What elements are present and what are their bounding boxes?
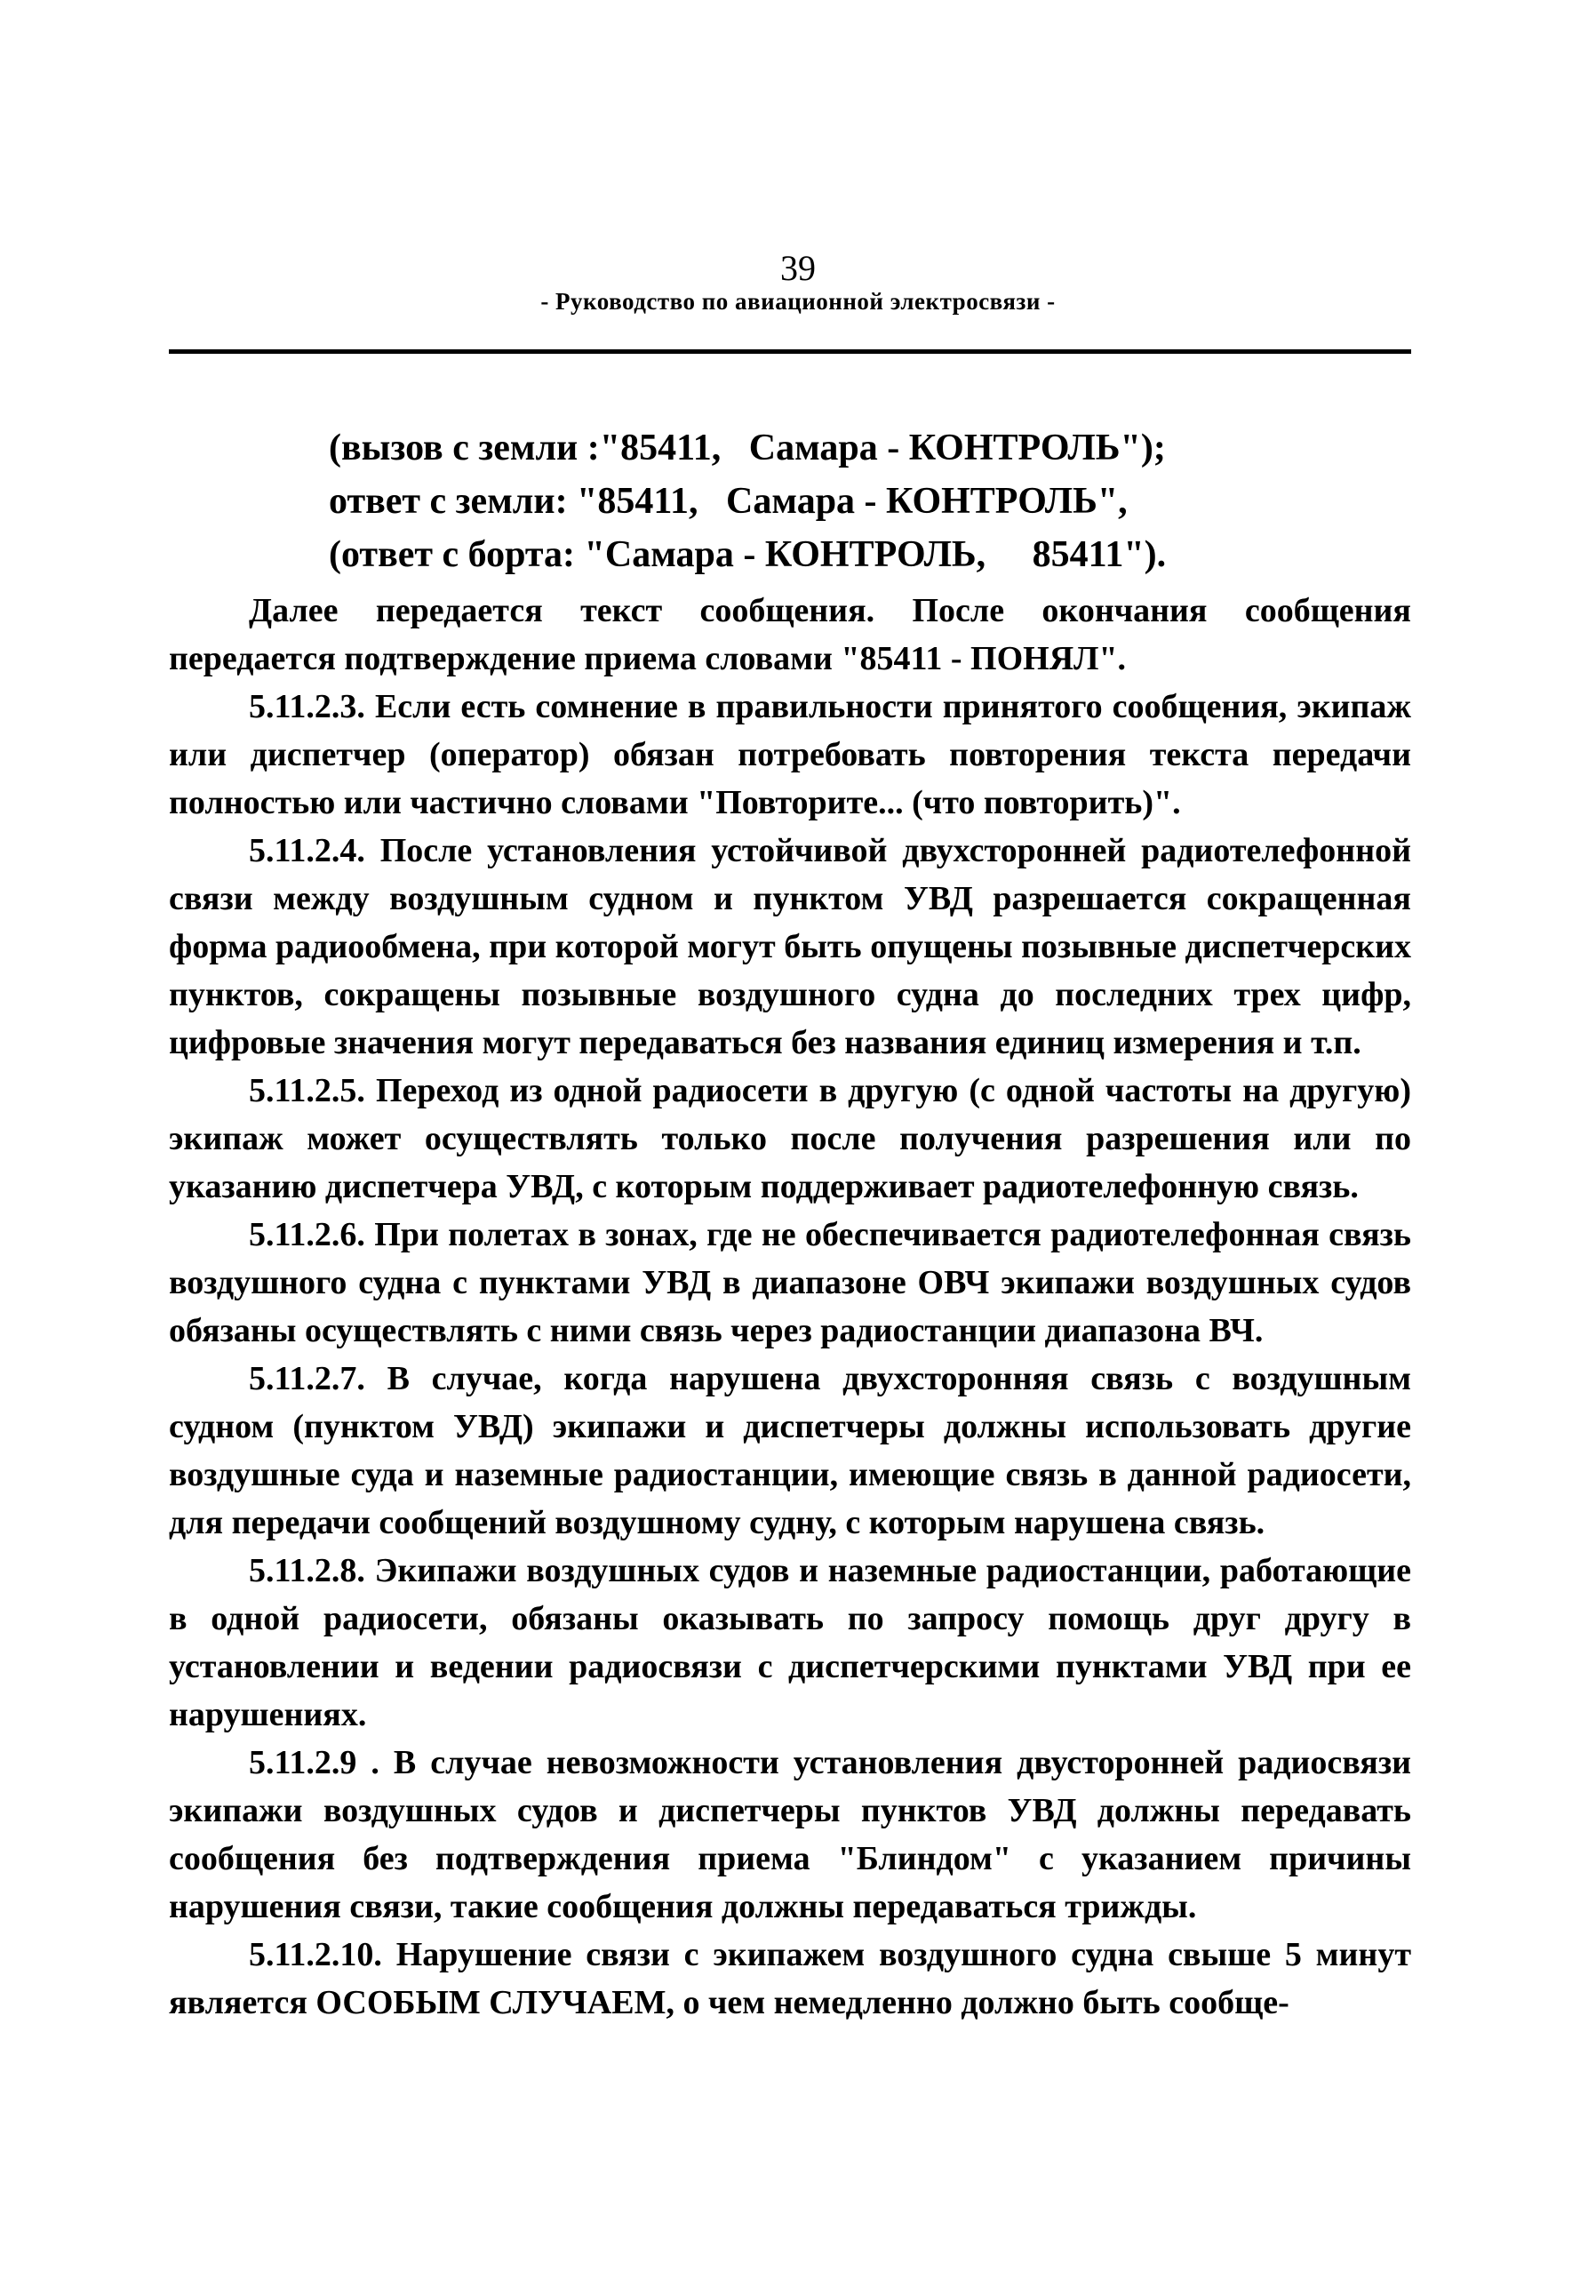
paragraph: Далее передается текст сообщения. После окончания сообщения передается подтверждение приема словами "85411 - ПОНЯЛ". (169, 592, 1411, 677)
paragraph-5-11-2-9: 5.11.2.9 . В случае невозможности установления двусторонней радиосвязи экипажи воздушных судов и диспетчеры пунктов УВД должны передавать сообщения без подтверждения приема "Блиндом" с указанием причины нарушения связи, такие сообщения должны передаваться трижды. (169, 1744, 1411, 1925)
call-line-ground-call: (вызов с земли :"85411, Самара - КОНТРОЛЬ"); (329, 428, 1166, 468)
running-header: - Руководство по авиационной электросвязи - (540, 288, 1056, 315)
paragraph-5-11-2-7: 5.11.2.7. В случае, когда нарушена двухсторонняя связь с воздушным судном (пунктом УВД) экипажи и диспетчеры должны использовать другие воздушные суда и наземные радиостанции, имеющие связь в данной радиосети, для передачи сообщений воздушному судну, с которым нарушена связь. (169, 1360, 1411, 1541)
call-line-board-answer: (ответ с борта: "Самара - КОНТРОЛЬ, 85411"). (329, 534, 1167, 575)
paragraph-5-11-2-4: 5.11.2.4. После установления устойчивой двухсторонней радиотелефонной связи между воздушным судном и пунктом УВД разрешается сокращенная форма радиообмена, при которой могут быть опущены позывные диспетчерских пунктов, сокращены позывные воздушного судна до последних трех цифр, цифровые значения могут передаваться без названия единиц измерения и т.п. (169, 832, 1411, 1061)
call-example-block (169, 421, 1411, 581)
paragraph-5-11-2-6: 5.11.2.6. При полетах в зонах, где не обеспечивается радиотелефонная связь воздушного судна с пунктами УВД в диапазоне ОВЧ экипажи воздушных судов обязаны осуществлять с ними связь через радиостанции диапазона ВЧ. (169, 1216, 1411, 1349)
paragraph-5-11-2-3: 5.11.2.3. Если есть сомнение в правильности принятого сообщения, экипаж или диспетчер (оператор) обязан потребовать повторения текста передачи полностью или частично словами "Повторите... (что повторить)". (169, 688, 1411, 821)
call-line-ground-answer: ответ с земли: "85411, Самара - КОНТРОЛЬ", (329, 481, 1128, 522)
paragraph-5-11-2-5: 5.11.2.5. Переход из одной радиосети в другую (с одной частоты на другую) экипаж может осуществлять только после получения разрешения или по указанию диспетчера УВД, с которым поддерживает радиотелефонную связь. (169, 1072, 1411, 1205)
header-divider (169, 349, 1411, 354)
page-number: 39 (780, 248, 816, 288)
paragraph-5-11-2-8: 5.11.2.8. Экипажи воздушных судов и наземные радиостанции, работающие в одной радиосети, обязаны оказывать по запросу помощь друг другу в установлении и ведении радиосвязи с диспетчерскими пунктами УВД при ее нарушениях. (169, 1552, 1411, 1733)
document-body (169, 421, 1411, 2027)
paragraph-5-11-2-10: 5.11.2.10. Нарушение связи с экипажем воздушного судна свыше 5 минут является ОСОБЫМ СЛУЧАЕМ, о чем немедленно должно быть сообще- (169, 1936, 1411, 2021)
